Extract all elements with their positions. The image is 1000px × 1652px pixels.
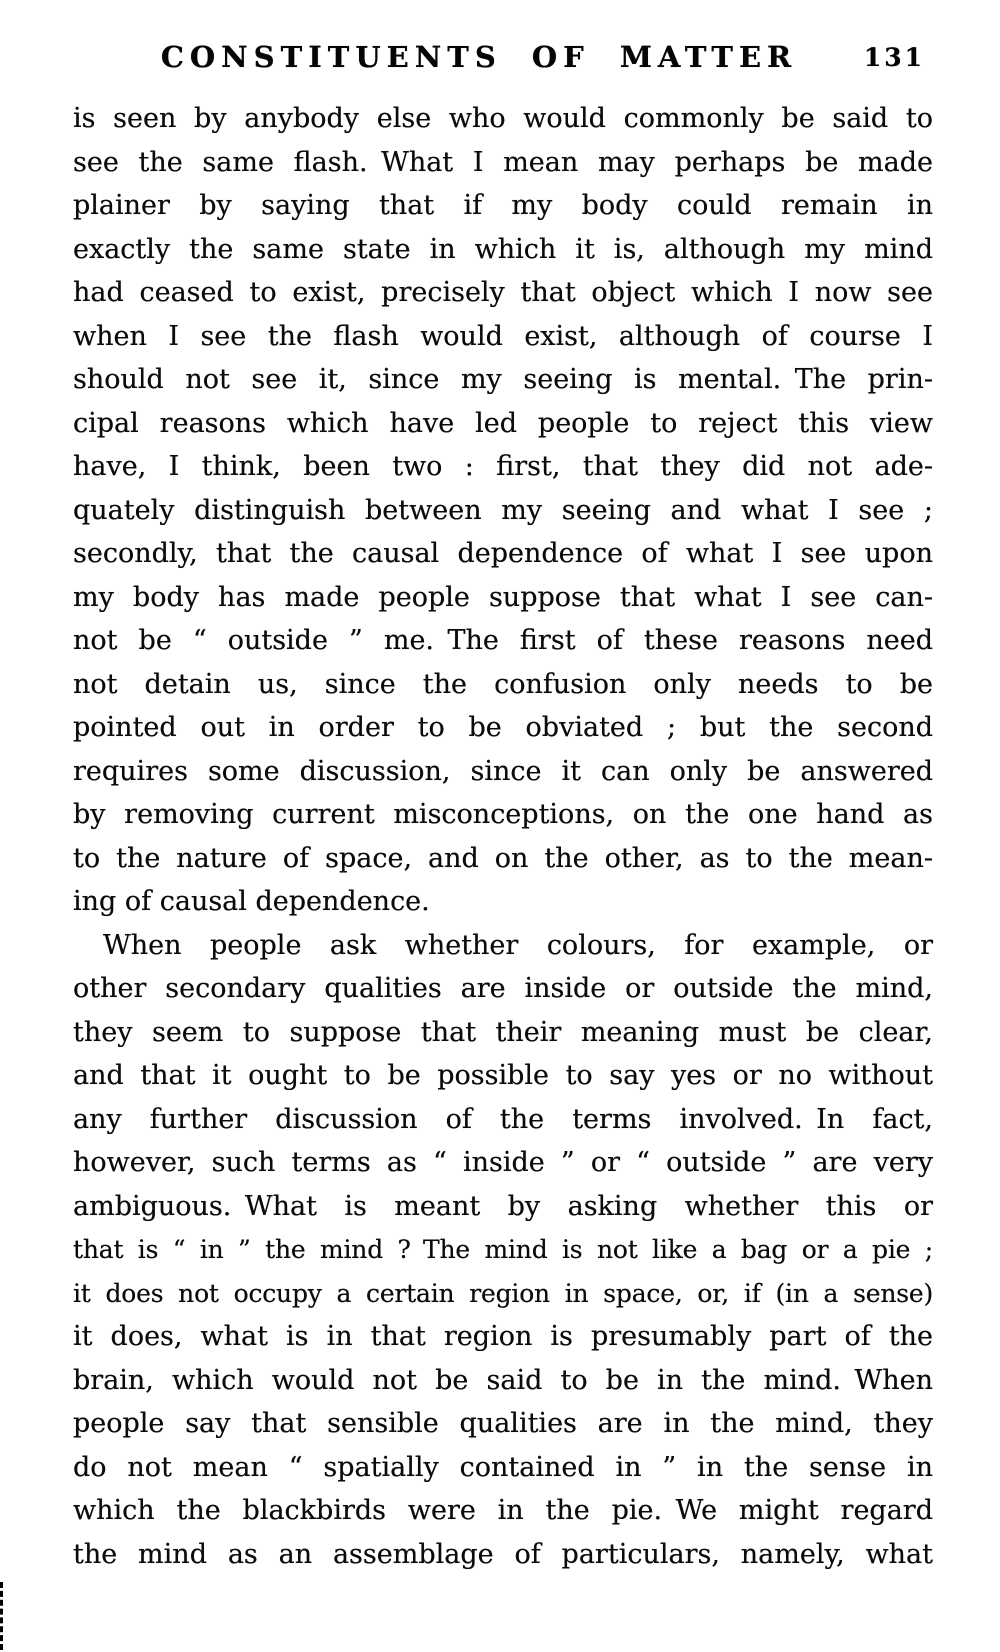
- page-title: CONSTITUENTS OF MATTER: [160, 40, 798, 74]
- text-line: it does, what is in that region is presumably part of the: [73, 1321, 933, 1352]
- text-line: brain, which would not be said to be in the mind. When: [73, 1364, 933, 1396]
- text-line: my body has made people suppose that what I see can-: [73, 581, 933, 613]
- text-line: when I see the flash would exist, although of course I: [73, 320, 933, 352]
- text-line: is seen by anybody else who would commonly be said to: [73, 103, 933, 134]
- text-line: have, I think, been two : first, that they did not ade-: [73, 451, 933, 482]
- text-line: ambiguous. What is meant by asking whether this or: [73, 1190, 933, 1222]
- text-line: cipal reasons which have led people to reject this view: [73, 407, 933, 439]
- text-line: not detain us, since the confusion only needs to be: [73, 668, 933, 700]
- text-line: they seem to suppose that their meaning must be clear,: [73, 1016, 933, 1048]
- text-line: had ceased to exist, precisely that object which I now see: [73, 277, 933, 308]
- text-line: that is “ in ” the mind ? The mind is not like a bag or a pie ;: [73, 1235, 933, 1264]
- text-line-paragraph-end: ing of causal dependence.: [73, 886, 430, 917]
- text-line: and that it ought to be possible to say yes or no without: [73, 1060, 933, 1091]
- text-line: however, such terms as “ inside ” or “ outside ” are very: [73, 1147, 933, 1178]
- text-line: secondly, that the causal dependence of what I see upon: [73, 538, 933, 569]
- text-line: not be “ outside ” me. The first of these reasons need: [73, 625, 933, 656]
- scan-edge-artifact: [0, 1582, 3, 1650]
- text-line: pointed out in order to be obviated ; but the second: [73, 712, 933, 743]
- text-line: see the same flash. What I mean may perhaps be made: [73, 146, 933, 178]
- text-line: do not mean “ spatially contained in ” in the sense in: [73, 1451, 933, 1483]
- running-header: [73, 40, 933, 80]
- text-line: requires some discussion, since it can only be answered: [73, 755, 933, 787]
- text-line: other secondary qualities are inside or outside the mind,: [73, 973, 933, 1004]
- text-line: which the blackbirds were in the pie. We might regard: [73, 1495, 933, 1526]
- text-line: exactly the same state in which it is, although my mind: [73, 233, 933, 265]
- text-line: it does not occupy a certain region in space, or, if (in a sense): [73, 1278, 933, 1308]
- text-line: any further discussion of the terms involved. In fact,: [73, 1103, 933, 1135]
- text-line: people say that sensible qualities are in the mind, they: [73, 1408, 933, 1439]
- text-line-paragraph-start: When people ask whether colours, for example, or: [103, 929, 933, 961]
- text-line: the mind as an assemblage of particulars, namely, what: [73, 1538, 933, 1570]
- text-line: by removing current misconceptions, on the one hand as: [73, 799, 933, 830]
- text-line: quately distinguish between my seeing and what I see ;: [73, 494, 933, 526]
- page-number: 131: [863, 43, 925, 72]
- text-line: to the nature of space, and on the other, as to the mean-: [73, 842, 933, 874]
- page-text: [73, 97, 933, 1576]
- text-line: plainer by saying that if my body could remain in: [73, 190, 933, 221]
- text-line: should not see it, since my seeing is mental. The prin-: [73, 364, 933, 395]
